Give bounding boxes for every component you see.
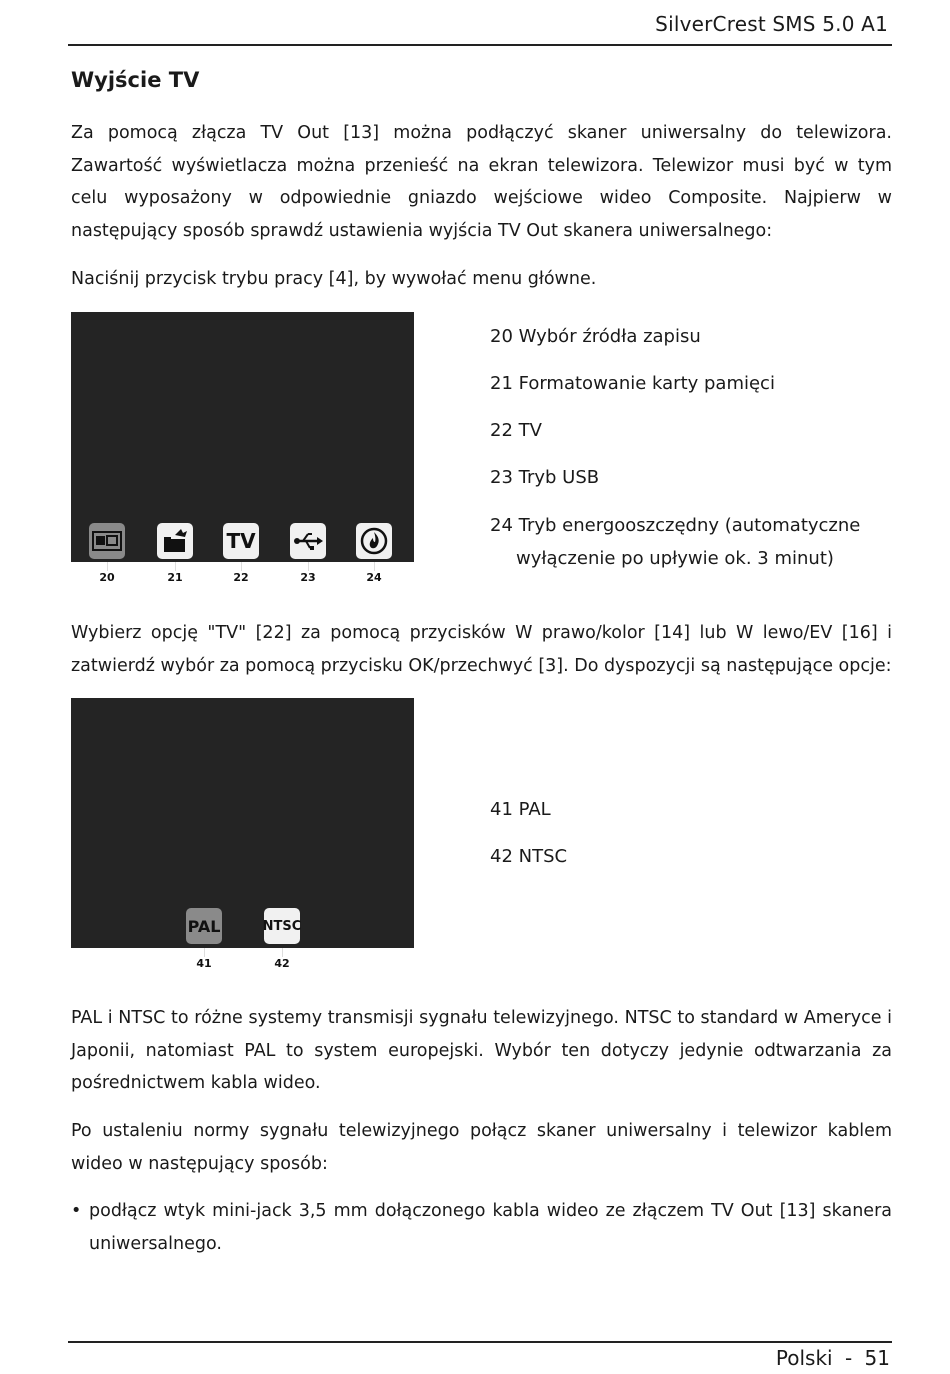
bullet-marker: • xyxy=(71,1201,82,1221)
header-title: SilverCrest SMS 5.0 A1 xyxy=(655,12,888,36)
pal-ntsc-paragraph: PAL i NTSC to różne systemy transmisji sygnału telewizyjnego. NTSC to standard w Ameryce i Japonii, natomiast PAL to system europejski. Wybór ten dotyczy jedynie odtwarzania za pośrednictwem kabla wideo. xyxy=(71,1008,892,1093)
section-title: Wyjście TV xyxy=(71,68,200,92)
callout-number: 23 xyxy=(300,571,316,584)
callout-line xyxy=(107,562,108,571)
callout-line xyxy=(282,948,283,957)
legend-item: 42 NTSC xyxy=(490,846,568,867)
intro-paragraph: Za pomocą złącza TV Out [13] można podłączyć skaner uniwersalny do telewizora. Zawartość wyświetlacza można przenieść na ekran telewizora. Telewizor musi być w tym celu wyposażony w odpowiednie gniazdo wejściowe wideo Composite. Najpierw w następujący sposób sprawdź ustawienia wyjścia TV Out skanera uniwersalnego: xyxy=(71,123,892,241)
callout-number: 22 xyxy=(233,571,249,584)
callout-line xyxy=(241,562,242,571)
legend-item: 20 Wybór źródła zapisu xyxy=(490,326,701,347)
memory-card-format-icon xyxy=(157,523,193,559)
step1-paragraph: Naciśnij przycisk trybu pracy [4], by wywołać menu główne. xyxy=(71,269,597,289)
callout-number: 20 xyxy=(99,571,115,584)
callout-line xyxy=(374,562,375,571)
tv-menu-figure xyxy=(71,698,414,973)
footer-language: Polski xyxy=(775,1346,833,1370)
main-menu-figure xyxy=(71,312,414,587)
bullet-item xyxy=(71,1195,892,1260)
footer xyxy=(776,1346,890,1370)
footer-separator: - xyxy=(844,1346,853,1370)
legend-item: 41 PAL xyxy=(490,799,551,820)
bullet-text: podłącz wtyk mini-jack 3,5 mm dołączonego kabla wideo ze złączem TV Out [13] skanera uniwersalnego. xyxy=(89,1201,892,1254)
callout-line xyxy=(308,562,309,571)
ntsc-icon: NTSC xyxy=(264,908,300,944)
connect-paragraph: Po ustaleniu normy sygnału telewizyjnego połącz skaner uniwersalny i telewizor kablem wideo w następujący sposób: xyxy=(71,1121,892,1174)
usb-icon xyxy=(290,523,326,559)
legend-item: 24 Tryb energooszczędny (automatyczne xyxy=(490,515,861,536)
callout-number: 24 xyxy=(366,571,382,584)
tv-icon: TV xyxy=(223,523,259,559)
power-save-icon xyxy=(356,523,392,559)
callout-number: 41 xyxy=(196,957,212,970)
footer-rule xyxy=(68,1341,892,1343)
film-source-icon xyxy=(89,523,125,559)
page-number: 51 xyxy=(864,1346,890,1370)
callout-number: 21 xyxy=(167,571,183,584)
tv-menu-screen xyxy=(71,698,414,948)
pal-icon: PAL xyxy=(186,908,222,944)
header-rule xyxy=(68,44,892,46)
legend-item: 21 Formatowanie karty pamięci xyxy=(490,373,775,394)
legend-item: 22 TV xyxy=(490,420,542,441)
callout-line xyxy=(204,948,205,957)
callout-line xyxy=(175,562,176,571)
legend-item: 23 Tryb USB xyxy=(490,467,600,488)
legend-item: wyłączenie po upływie ok. 3 minut) xyxy=(516,548,834,569)
callout-number: 42 xyxy=(274,957,290,970)
step2-paragraph: Wybierz opcję "TV" [22] za pomocą przycisków W prawo/kolor [14] lub W lewo/EV [16] i zatwierdź wybór za pomocą przycisku OK/przechwyć [3]. Do dyspozycji są następujące opcje: xyxy=(71,623,892,676)
